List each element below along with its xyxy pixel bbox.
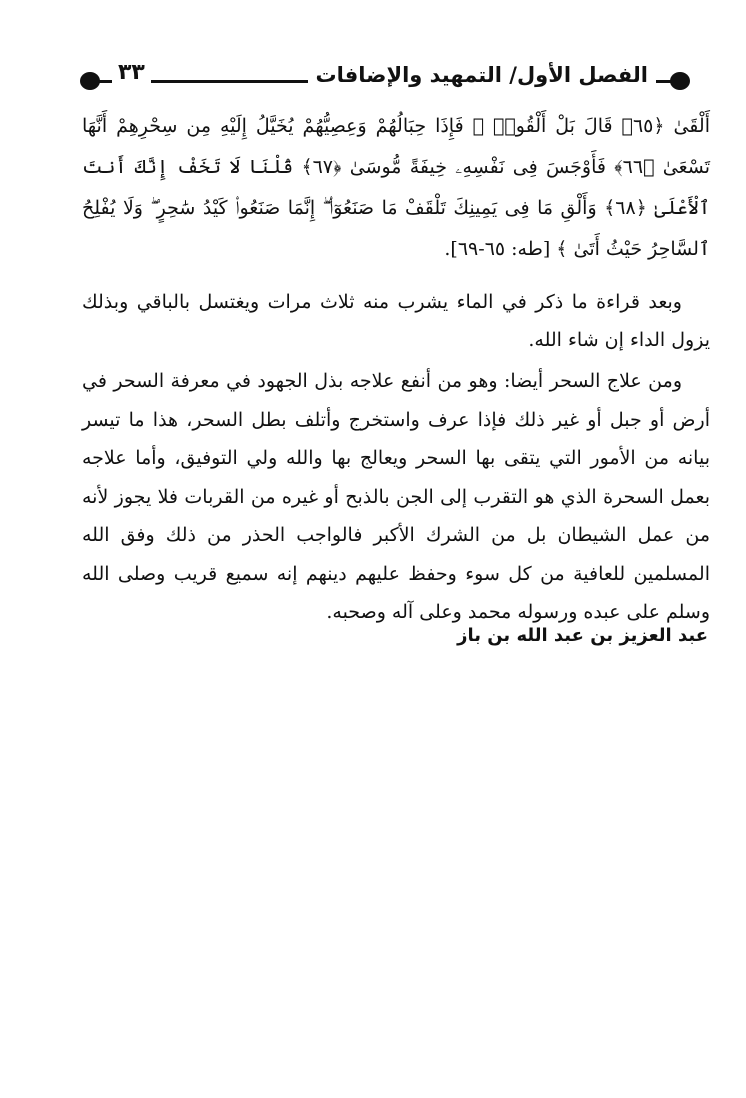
- chapter-title: الفصل الأول/ التمهيد والإضافات: [308, 58, 656, 92]
- header-ornament-left: [80, 72, 100, 90]
- paragraph-1: [82, 283, 710, 359]
- page-header: [80, 58, 690, 98]
- author-signature: عبد العزيز بن عبد الله بن باز: [457, 625, 708, 646]
- quran-verse: أَلْقَىٰ ﴿٦٥﴾ قَالَ بَلْ أَلْقُوا۟ ۖ فَإِذَا حِبَالُهُمْ وَعِصِيُّهُمْ يُخَيَّلُ إِلَيْهِ مِن سِحْرِهِمْ أَنَّهَا تَسْعَىٰ ﴿٦٦﴾ فَأَوْجَسَ فِى نَفْسِهِۦ خِيفَةً مُّوسَىٰ ﴿٦٧﴾ قُلْنَا لَا تَخَفْ إِنَّكَ أَنتَ ٱلْأَعْلَىٰ ﴿٦٨﴾ وَأَلْقِ مَا فِى يَمِينِكَ تَلْقَفْ مَا صَنَعُوٓا۟ ۖ إِنَّمَا صَنَعُوا۟ كَيْدُ سَٰحِرٍ ۖ وَلَا يُفْلِحُ ٱلسَّاحِرُ حَيْثُ أَتَىٰ ﴾ [طه: ٦٥-٦٩].: [82, 115, 710, 260]
- paragraph-1-text: وبعد قراءة ما ذكر في الماء يشرب منه ثلاث مرات ويغتسل بالباقي وبذلك يزول الداء إن شاء الله.: [82, 291, 710, 351]
- header-ornament-right: [670, 72, 690, 90]
- paragraph-2-text: ومن علاج السحر أيضا: وهو من أنفع علاجه بذل الجهود في معرفة السحر في أرض أو جبل أو غير ذلك فإذا عرف واستخرج وأتلف بطل السحر، هذا ما تيسر بيانه من الأمور التي يتقى بها السحر ويعالج بها والله ولي التوفيق، وأما علاجه بعمل السحرة الذي هو التقرب إلى الجن بالذبح أو غيره من القربات فلا يجوز لأنه من عمل الشيطان بل من الشرك الأكبر فالواجب الحذر من ذلك وفق الله المسلمين للعافية من كل سوء وحفظ عليهم دينهم إنه سميع قريب وصلى الله وسلم على عبده ورسوله محمد وعلى آله وصحبه.: [82, 370, 710, 623]
- page-number: ٣٣: [112, 58, 151, 88]
- paragraph-2: [82, 362, 710, 632]
